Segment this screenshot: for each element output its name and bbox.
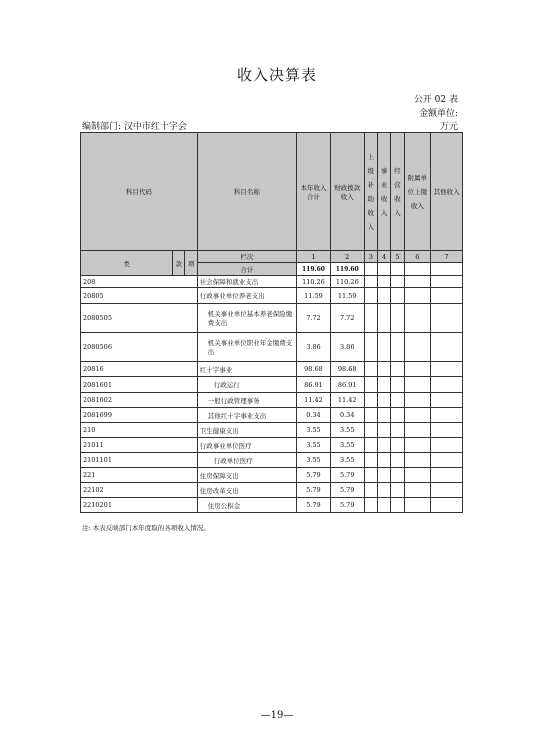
row-name: 行政事业单位养老支出 — [197, 288, 296, 304]
header-heji: 合计 — [197, 263, 296, 276]
row-name: 社会保障和就业支出 — [197, 276, 296, 288]
row-total: 5.79 — [297, 483, 331, 498]
row-name: 卫生健康支出 — [197, 423, 296, 438]
row-name: 红十字事业 — [197, 362, 296, 377]
header-total: 本年收入合计 — [297, 133, 331, 251]
row-total: 98.68 — [297, 362, 331, 377]
table-row — [81, 288, 463, 304]
row-total: 7.72 — [297, 304, 331, 333]
table-row — [81, 362, 463, 377]
page-number: —19— — [260, 710, 294, 721]
table-row — [81, 333, 463, 362]
table-note: 注: 本表反映部门本年度取的各项收入情况。 — [82, 524, 210, 532]
header-business: 事业收入 — [377, 133, 390, 251]
row-fiscal: 11.59 — [330, 288, 364, 304]
row-code: 21011 — [81, 438, 198, 453]
row-total: 3.55 — [297, 438, 331, 453]
table-row — [81, 438, 463, 453]
row-name: 住房改革支出 — [197, 483, 296, 498]
row-code: 2210201 — [81, 498, 198, 513]
table-row — [81, 483, 463, 498]
header-name: 科目名称 — [197, 133, 296, 251]
header-fiscal: 财政拨款收入 — [330, 133, 364, 251]
total-amount: 119.60 — [297, 263, 331, 276]
header-kuan: 款 — [173, 251, 185, 276]
header-xiang: 项 — [185, 251, 197, 276]
row-fiscal: 110.26 — [330, 276, 364, 288]
row-total: 5.79 — [297, 498, 331, 513]
row-name: 行政单位医疗 — [197, 453, 296, 468]
row-name: 住房公积金 — [197, 498, 296, 513]
col-num-6: 6 — [404, 251, 431, 263]
row-code: 210 — [81, 423, 198, 438]
unit-label: 金额单位: — [418, 109, 458, 119]
form-number: 公开 02 表 — [413, 95, 458, 105]
row-code: 2081601 — [81, 377, 198, 393]
row-fiscal: 86.91 — [330, 377, 364, 393]
row-fiscal: 3.55 — [330, 423, 364, 438]
row-fiscal: 98.68 — [330, 362, 364, 377]
header-lei: 类 — [81, 251, 173, 276]
row-code: 22102 — [81, 483, 198, 498]
row-name: 机关事业单位职业年金缴费支出 — [197, 333, 296, 362]
row-code: 2081602 — [81, 393, 198, 408]
row-total: 86.91 — [297, 377, 331, 393]
row-name: 一般行政管理事务 — [197, 393, 296, 408]
total-fiscal: 119.60 — [330, 263, 364, 276]
col-num-4: 4 — [377, 251, 390, 263]
col-num-7: 7 — [431, 251, 463, 263]
header-code: 科目代码 — [81, 133, 198, 251]
table-row — [81, 377, 463, 393]
col-num-1: 1 — [297, 251, 331, 263]
row-code: 2080505 — [81, 304, 198, 333]
row-total: 3.55 — [297, 453, 331, 468]
table-row — [81, 304, 463, 333]
table-row — [81, 453, 463, 468]
row-fiscal: 11.42 — [330, 393, 364, 408]
row-total: 110.26 — [297, 276, 331, 288]
row-name: 行政运行 — [197, 377, 296, 393]
unit-value: 万元 — [439, 122, 458, 132]
row-fiscal: 3.55 — [330, 438, 364, 453]
header-affiliated: 附属单位上缴收入 — [404, 133, 431, 251]
page-title: 收入决算表 — [236, 66, 317, 84]
row-total: 11.42 — [297, 393, 331, 408]
header-row — [81, 133, 463, 251]
row-name: 住房保障支出 — [197, 468, 296, 483]
row-code: 221 — [81, 468, 198, 483]
row-code: 2080506 — [81, 333, 198, 362]
row-total: 11.59 — [297, 288, 331, 304]
row-fiscal: 5.79 — [330, 468, 364, 483]
row-code: 208 — [81, 276, 198, 288]
row-fiscal: 7.72 — [330, 304, 364, 333]
row-code: 20805 — [81, 288, 198, 304]
row-name: 行政事业单位医疗 — [197, 438, 296, 453]
row-name: 其他红十字事业支出 — [197, 408, 296, 423]
table-row — [81, 276, 463, 288]
row-fiscal: 5.79 — [330, 498, 364, 513]
col-num-5: 5 — [391, 251, 404, 263]
row-total: 3.55 — [297, 423, 331, 438]
row-total: 5.79 — [297, 468, 331, 483]
row-code: 2081699 — [81, 408, 198, 423]
row-name: 机关事业单位基本养老保险缴费支出 — [197, 304, 296, 333]
table-row — [81, 423, 463, 438]
row-code: 20816 — [81, 362, 198, 377]
table-row — [81, 498, 463, 513]
header-other: 其他收入 — [431, 133, 463, 251]
row-total: 3.86 — [297, 333, 331, 362]
row-total: 0.34 — [297, 408, 331, 423]
row-code: 2101101 — [81, 453, 198, 468]
department-label: 编制部门: 汉中市红十字会 — [82, 122, 187, 132]
header-lanci: 栏次 — [197, 251, 296, 263]
header-operating: 经营收入 — [391, 133, 404, 251]
col-num-2: 2 — [330, 251, 364, 263]
column-number-row — [81, 251, 463, 263]
header-superior: 上级补助收入 — [364, 133, 377, 251]
income-table — [80, 132, 463, 513]
row-fiscal: 0.34 — [330, 408, 364, 423]
col-num-3: 3 — [364, 251, 377, 263]
table-row — [81, 408, 463, 423]
row-fiscal: 3.86 — [330, 333, 364, 362]
row-fiscal: 3.55 — [330, 453, 364, 468]
table-row — [81, 468, 463, 483]
table-row — [81, 393, 463, 408]
row-fiscal: 5.79 — [330, 483, 364, 498]
